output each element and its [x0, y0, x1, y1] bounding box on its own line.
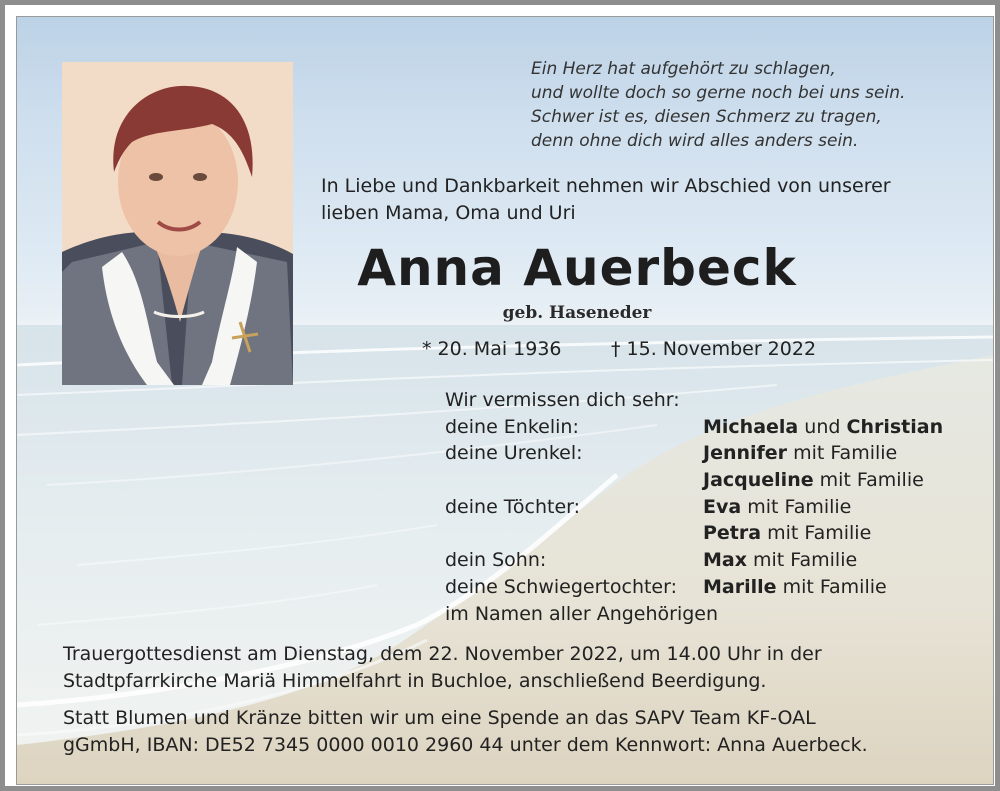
family-row — [445, 440, 985, 467]
family-row — [445, 520, 985, 547]
family-suffix: mit Familie — [787, 442, 898, 465]
family-names — [703, 440, 897, 467]
poem-line: und wollte doch so gerne noch bei uns sein. — [531, 83, 906, 103]
poem — [531, 57, 981, 153]
family-row — [445, 414, 985, 441]
family-member-name: Marille — [703, 575, 777, 598]
portrait-illustration — [62, 62, 293, 385]
family-member-name: Max — [703, 549, 747, 572]
donation-line: Statt Blumen und Kränze bitten wir um eine Spende an das SAPV Team KF-OAL — [63, 707, 816, 729]
family-row — [445, 494, 985, 521]
funeral-service-info — [63, 641, 963, 695]
birth-date: * 20. Mai 1936 — [422, 338, 562, 360]
family-row — [445, 574, 985, 601]
family-member-name: Christian — [846, 415, 944, 438]
service-line: Trauergottesdienst am Dienstag, dem 22. November 2022, um 14.00 Uhr in der — [63, 643, 822, 665]
intro-text — [321, 173, 981, 227]
donation-info — [63, 705, 963, 759]
family-suffix: mit Familie — [813, 469, 924, 492]
family-member-name: Petra — [703, 522, 762, 545]
family-member-name: Jennifer — [703, 442, 788, 465]
family-heading: Wir vermissen dich sehr: — [445, 389, 680, 411]
poem-line: Ein Herz hat aufgehört zu schlagen, — [531, 59, 836, 79]
maiden-name: geb. Haseneder — [502, 303, 652, 323]
portrait-photo — [62, 62, 293, 385]
service-line: Stadtpfarrkirche Mariä Himmelfahrt in Buchloe, anschließend Beerdigung. — [63, 670, 767, 692]
family-member-name: Eva — [703, 495, 742, 518]
family-closing: im Namen aller Angehörigen — [445, 602, 719, 625]
family-names — [703, 574, 887, 601]
obituary-card — [16, 16, 994, 785]
poem-line: Schwer ist es, diesen Schmerz zu tragen, — [531, 107, 882, 127]
family-suffix: mit Familie — [761, 522, 872, 545]
family-row — [445, 547, 985, 574]
family-suffix: mit Familie — [776, 575, 887, 598]
family-suffix: mit Familie — [746, 549, 858, 572]
death-date: † 15. November 2022 — [611, 338, 817, 360]
family-relation: deine Urenkel: — [445, 442, 583, 465]
family-relation: deine Töchter: — [445, 495, 581, 518]
family-names — [703, 414, 943, 441]
intro-line: In Liebe und Dankbarkeit nehmen wir Abschied von unserer — [321, 175, 891, 197]
family-names — [703, 520, 871, 547]
family-relation: deine Schwiegertochter: — [445, 575, 677, 598]
poem-line: denn ohne dich wird alles anders sein. — [531, 131, 859, 151]
family-row — [445, 467, 985, 494]
intro-line: lieben Mama, Oma und Uri — [321, 202, 576, 224]
family-names — [703, 467, 924, 494]
family-suffix: mit Familie — [741, 495, 852, 518]
family-relation: dein Sohn: — [445, 549, 547, 572]
family-names — [703, 494, 851, 521]
family-member-name: Michaela — [703, 415, 799, 438]
donation-line: gGmbH, IBAN: DE52 7345 0000 0010 2960 44 unter dem Kennwort: Anna Auerbeck. — [63, 734, 868, 756]
family-names — [703, 547, 857, 574]
family-connector: und — [798, 415, 847, 438]
family-relation: deine Enkelin: — [445, 415, 579, 438]
family-member-name: Jacqueline — [703, 469, 814, 492]
deceased-name: Anna Auerbeck — [357, 239, 797, 297]
family-list — [445, 387, 985, 627]
